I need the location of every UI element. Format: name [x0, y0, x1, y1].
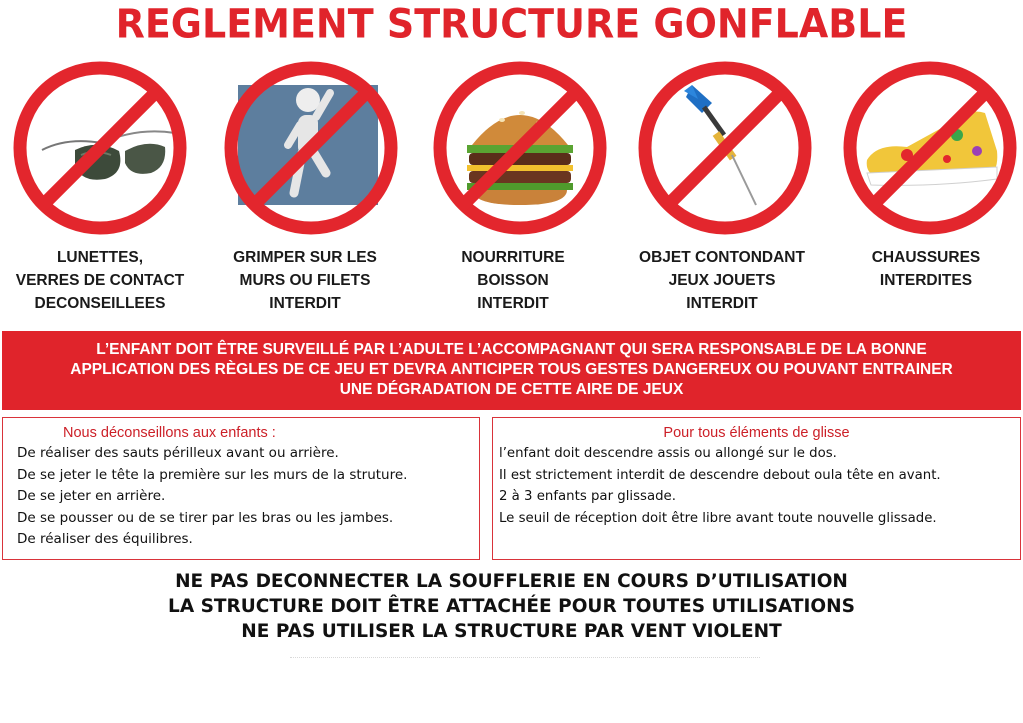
- footer-warnings: [0, 569, 1023, 644]
- footer-line: LA STRUCTURE DOIT ÊTRE ATTACHÉE POUR TOUTES UTILISATIONS: [168, 596, 855, 617]
- caption-line: OBJET CONTONDANT: [639, 249, 805, 266]
- box-line: De se jeter en arrière.: [17, 488, 166, 504]
- sign-caption-shoes: [826, 246, 1023, 292]
- caption-line: BOISSON: [477, 272, 549, 289]
- box-line: 2 à 3 enfants par glissade.: [499, 489, 676, 504]
- caption-line: MURS OU FILETS: [239, 272, 371, 289]
- sign-caption-sharp-object: [622, 246, 822, 315]
- prohibition-sign-climbing: [218, 55, 404, 241]
- caption-line: INTERDITES: [879, 272, 973, 289]
- sign-caption-climbing: [205, 246, 405, 315]
- box-lines: [3, 443, 479, 551]
- faint-divider: [290, 657, 760, 664]
- slide-rules-box: [492, 417, 1021, 560]
- box-title: Nous déconseillons aux enfants :: [63, 425, 276, 441]
- footer-line: NE PAS DECONNECTER LA SOUFFLERIE EN COURS D’UTILISATION: [175, 571, 848, 592]
- caption-line: NOURRITURE: [461, 249, 565, 266]
- prohibition-sign-sunglasses: [7, 55, 193, 241]
- prohibition-sign-food: [427, 55, 613, 241]
- box-lines: [493, 443, 1020, 529]
- box-line: De se pousser ou de se tirer par les bras ou les jambes.: [17, 509, 394, 526]
- caption-line: DECONSEILLEES: [34, 295, 166, 312]
- sign-caption-food: [413, 246, 613, 315]
- caption-line: CHAUSSURES: [871, 249, 981, 266]
- supervision-banner: [2, 331, 1021, 410]
- children-advice-box: [2, 417, 480, 560]
- caption-line: INTERDIT: [686, 295, 758, 312]
- caption-line: JEUX JOUETS: [668, 272, 776, 289]
- caption-line: INTERDIT: [477, 295, 549, 312]
- box-line: De se jeter le tête la première sur les murs de la struture.: [17, 466, 408, 483]
- box-line: Il est strictement interdit de descendre debout oula tête en avant.: [499, 467, 941, 483]
- banner-line: L’ENFANT DOIT ÊTRE SURVEILLÉ PAR L’ADULTE L’ACCOMPAGNANT QUI SERA RESPONSABLE DE LA BONNE: [96, 341, 927, 358]
- banner-line: UNE DÉGRADATION DE CETTE AIRE DE JEUX: [339, 381, 684, 398]
- caption-line: INTERDIT: [269, 295, 341, 312]
- box-line: Le seuil de réception doit être libre avant toute nouvelle glissade.: [499, 510, 937, 526]
- prohibition-sign-sharp-object: [632, 55, 818, 241]
- footer-line: NE PAS UTILISER LA STRUCTURE PAR VENT VIOLENT: [241, 621, 782, 642]
- caption-line: LUNETTES,: [56, 249, 144, 266]
- prohibition-sign-shoes: [837, 55, 1023, 241]
- box-line: De réaliser des équilibres.: [17, 531, 193, 547]
- box-line: l’enfant doit descendre assis ou allongé sur le dos.: [499, 446, 837, 461]
- box-title: Pour tous éléments de glisse: [663, 425, 850, 441]
- caption-line: VERRES DE CONTACT: [15, 272, 185, 289]
- sign-caption-sunglasses: [0, 246, 200, 315]
- caption-line: GRIMPER SUR LES: [233, 249, 377, 266]
- page-title: REGLEMENT STRUCTURE GONFLABLE: [115, 0, 908, 48]
- box-line: De réaliser des sauts périlleux avant ou arrière.: [17, 445, 339, 461]
- banner-line: APPLICATION DES RÈGLES DE CE JEU ET DEVRA ANTICIPER TOUS GESTES DANGEREUX OU POUVANT ENTRAINER: [70, 361, 953, 378]
